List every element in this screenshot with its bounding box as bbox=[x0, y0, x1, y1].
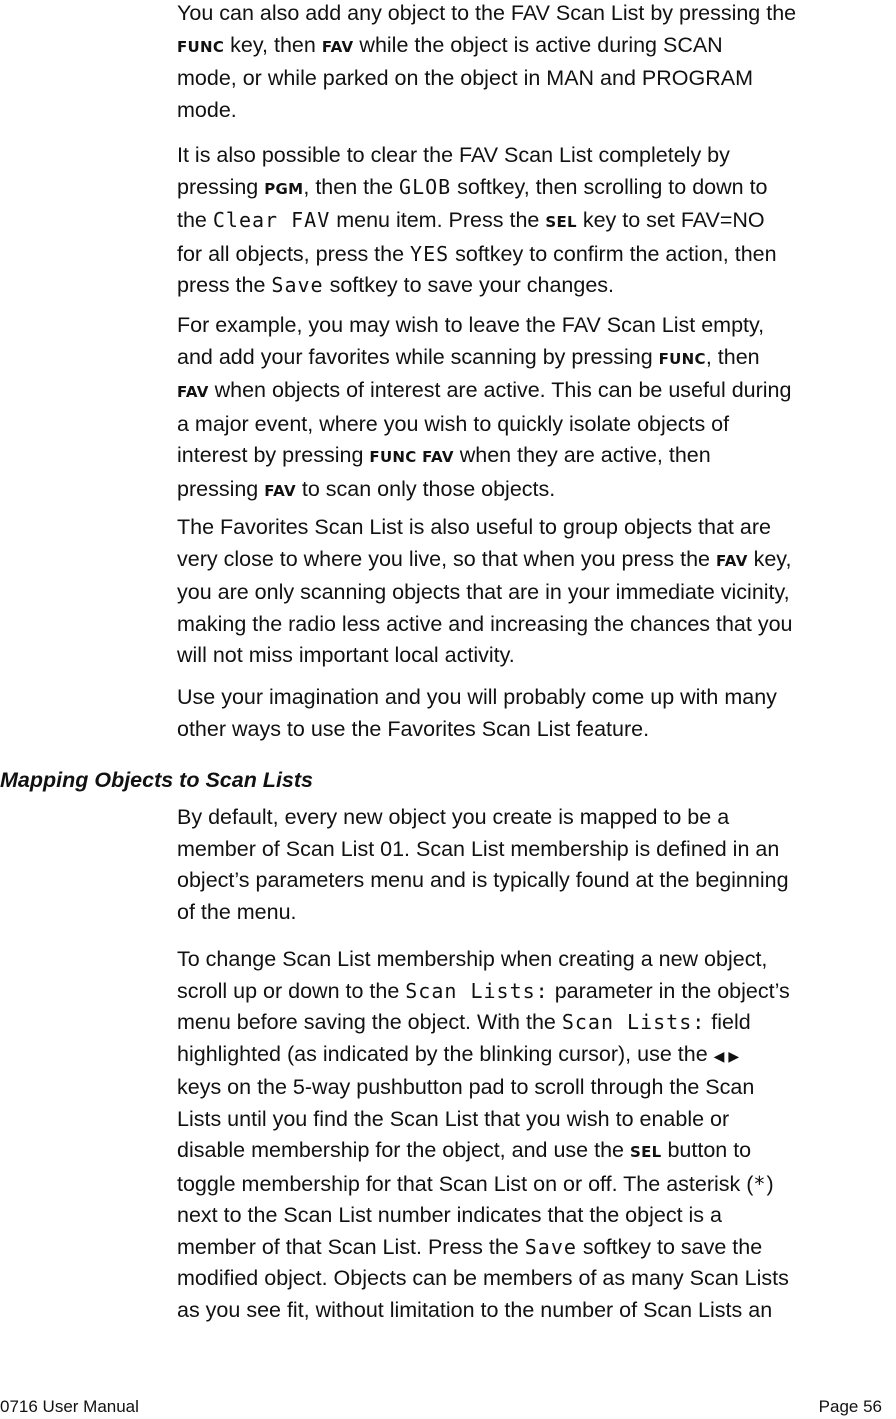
key-label: FAV bbox=[264, 481, 296, 500]
text-line: very close to where you live, so that when you press the FAV key, bbox=[177, 546, 792, 571]
paragraph-imagination bbox=[177, 682, 896, 745]
text-line: The Favorites Scan List is also useful to group objects that are bbox=[177, 515, 771, 539]
lcd-text: * bbox=[753, 1171, 767, 1196]
lcd-text: Save bbox=[271, 273, 324, 297]
text-line: FUNC key, then FAV while the object is active during SCAN bbox=[177, 32, 723, 57]
key-label: SEL bbox=[629, 1143, 662, 1161]
text-line: By default, every new object you create is mapped to be a bbox=[177, 805, 730, 829]
key-label: FAV bbox=[715, 551, 748, 570]
text-line: scroll up or down to the Scan Lists: parameter in the object’s bbox=[177, 978, 790, 1003]
paragraph-fav-add bbox=[177, 0, 896, 126]
page-number: Page 56 bbox=[818, 1397, 882, 1416]
text-line: interest by pressing FUNC FAV when they are active, then bbox=[177, 443, 711, 467]
key-label: FAV bbox=[321, 37, 354, 56]
text-line: pressing PGM, then the GLOB softkey, then scrolling to down to bbox=[177, 174, 768, 199]
text-line: pressing FAV to scan only those objects. bbox=[177, 476, 556, 501]
lcd-text: Scan Lists: bbox=[561, 1010, 706, 1034]
text-line: you are only scanning objects that are in your immediate vicinity, bbox=[177, 580, 790, 604]
paragraph-fav-group bbox=[177, 512, 896, 672]
text-line: mode, or while parked on the object in MAN and PROGRAM bbox=[177, 66, 753, 90]
text-line: For example, you may wish to leave the FAV Scan List empty, bbox=[177, 313, 765, 337]
key-label: PGM bbox=[264, 179, 304, 198]
text-line: It is also possible to clear the FAV Scan List completely by bbox=[177, 143, 730, 167]
text-line: FAV when objects of interest are active. This can be useful during bbox=[177, 378, 792, 402]
paragraph-fav-clear bbox=[177, 140, 896, 302]
text-line: a major event, where you wish to quickly isolate objects of bbox=[177, 411, 730, 436]
text-line: making the radio less active and increasing the chances that you bbox=[177, 611, 793, 636]
text-line: menu before saving the object. With the Scan Lists: field bbox=[177, 1010, 751, 1034]
text-line: disable membership for the object, and use the SEL button to bbox=[177, 1138, 752, 1162]
text-line: press the Save softkey to save your changes. bbox=[177, 273, 615, 297]
text-line: other ways to use the Favorites Scan List feature. bbox=[177, 716, 650, 741]
text-line: toggle membership for that Scan List on or off. The asterisk (*) bbox=[177, 1171, 774, 1196]
text-line: Lists until you find the Scan List that you wish to enable or bbox=[177, 1106, 730, 1131]
text-line: modified object. Objects can be members of as many Scan Lists bbox=[177, 1266, 789, 1290]
paragraph-change-membership bbox=[177, 944, 896, 1326]
lcd-text: Clear FAV bbox=[212, 208, 331, 232]
key-label: FUNC bbox=[658, 349, 706, 368]
text-line: the Clear FAV menu item. Press the SEL key to set FAV=NO bbox=[177, 208, 765, 232]
text-line: next to the Scan List number indicates that the object is a bbox=[177, 1203, 722, 1227]
text-line: and add your favorites while scanning by pressing FUNC, then bbox=[177, 344, 760, 369]
text-line: You can also add any object to the FAV Scan List by pressing the bbox=[177, 1, 797, 25]
paragraph-fav-example bbox=[177, 310, 896, 507]
text-line: mode. bbox=[177, 97, 237, 122]
text-line: of the menu. bbox=[177, 899, 297, 924]
key-label: FUNC bbox=[177, 37, 225, 56]
text-line: keys on the 5-way pushbutton pad to scroll through the Scan bbox=[177, 1075, 755, 1099]
text-line: Use your imagination and you will probably come up with many bbox=[177, 685, 777, 709]
text-line: object’s parameters menu and is typically found at the beginning bbox=[177, 868, 789, 892]
text-line: To change Scan List membership when creating a new object, bbox=[177, 947, 768, 971]
lcd-text: Save bbox=[524, 1234, 577, 1259]
text-line: highlighted (as indicated by the blinking cursor), use the ◀▶ bbox=[177, 1041, 744, 1066]
key-label: FUNC FAV bbox=[369, 448, 454, 466]
left-right-arrow-icon: ◀▶ bbox=[713, 1047, 744, 1064]
lcd-text: YES bbox=[410, 241, 450, 266]
lcd-text: GLOB bbox=[399, 174, 452, 199]
text-line: will not miss important local activity. bbox=[177, 643, 515, 667]
key-label: FAV bbox=[177, 383, 209, 401]
text-line: member of Scan List 01. Scan List membership is defined in an bbox=[177, 836, 780, 861]
text-line: member of that Scan List. Press the Save softkey to save the bbox=[177, 1234, 763, 1259]
paragraph-default-mapping bbox=[177, 802, 896, 928]
section-heading: Mapping Objects to Scan Lists bbox=[0, 768, 313, 792]
text-line: as you see fit, without limitation to the number of Scan Lists an bbox=[177, 1297, 773, 1322]
lcd-text: Scan Lists: bbox=[405, 978, 549, 1003]
key-label: SEL bbox=[545, 213, 577, 231]
footer-manual-title: 0716 User Manual bbox=[0, 1397, 139, 1416]
text-line: for all objects, press the YES softkey to confirm the action, then bbox=[177, 241, 777, 266]
